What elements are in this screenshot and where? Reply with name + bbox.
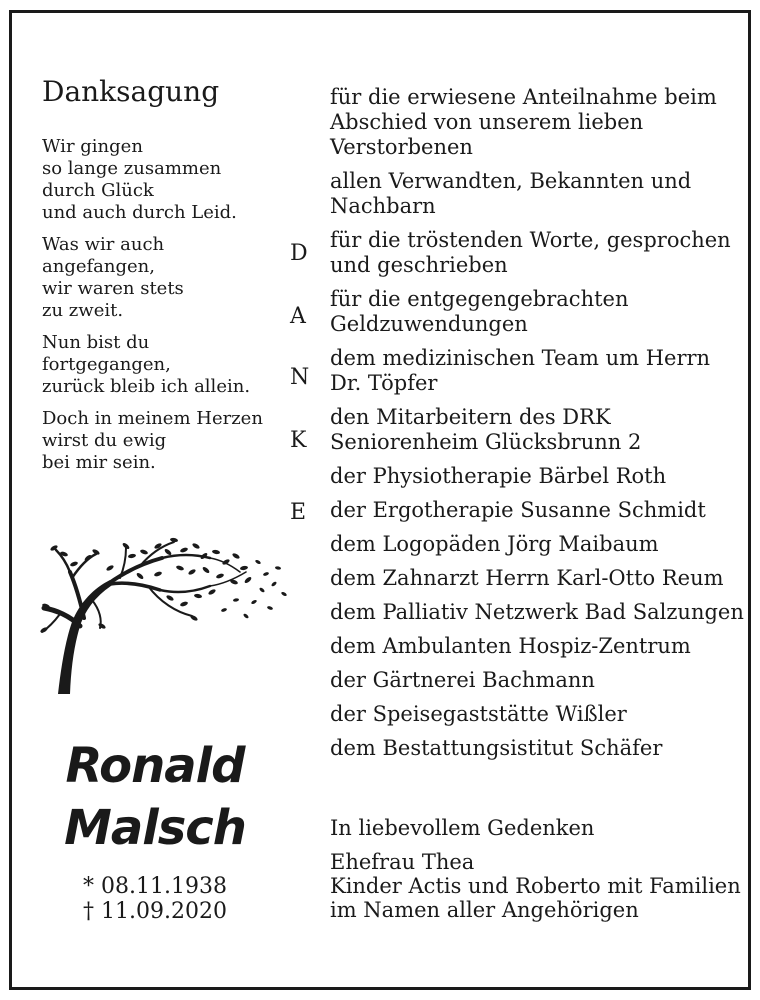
thanks-line: den Mitarbeitern des DRK <box>330 405 611 429</box>
closing-intro: In liebevollem Gedenken <box>330 816 595 840</box>
thanks-item <box>330 228 740 278</box>
deceased-first-name: Ronald <box>65 738 245 794</box>
thanks-line: Seniorenheim Glücksbrunn 2 <box>330 430 642 454</box>
thanks-line: Abschied von unserem lieben <box>330 110 644 134</box>
thanks-line: für die erwiesene Anteilnahme beim <box>330 85 717 109</box>
thanks-line: Dr. Töpfer <box>330 371 438 395</box>
thanks-line: Verstorbenen <box>330 135 473 159</box>
thanks-item <box>330 634 740 659</box>
dank-letter: D <box>290 241 308 266</box>
thanks-item <box>330 498 740 523</box>
poem <box>42 136 282 484</box>
poem-line: Doch in meinem Herzen <box>42 408 263 429</box>
poem-line: Nun bist du <box>42 332 150 353</box>
poem-line: Wir gingen <box>42 136 143 157</box>
thanks-item <box>330 464 740 489</box>
closing-line: Ehefrau Thea <box>330 850 475 874</box>
poem-line: wir waren stets <box>42 278 184 299</box>
thanks-line: und geschrieben <box>330 253 508 277</box>
thanks-item <box>330 668 740 693</box>
thanks-line: dem Ambulanten Hospiz-Zentrum <box>330 634 691 658</box>
thanks-line: dem Palliativ Netzwerk Bad Salzungen <box>330 600 744 624</box>
thanks-item <box>330 532 740 557</box>
thanks-item <box>330 566 740 591</box>
birth-date: * 08.11.1938 <box>83 874 227 899</box>
thanks-line: der Physiotherapie Bärbel Roth <box>330 464 667 488</box>
dank-letter: A <box>290 304 306 329</box>
poem-stanza <box>42 408 282 474</box>
thanks-line: für die entgegengebrachten <box>330 287 629 311</box>
death-date: † 11.09.2020 <box>83 899 227 924</box>
thanks-item <box>330 600 744 625</box>
deceased-last-name: Malsch <box>64 800 246 856</box>
poem-stanza <box>42 136 282 224</box>
poem-line: bei mir sein. <box>42 452 156 473</box>
closing-block <box>330 816 740 922</box>
thanks-line: dem medizinischen Team um Herrn <box>330 346 711 370</box>
dank-letter: E <box>290 500 307 525</box>
poem-line: und auch durch Leid. <box>42 202 237 223</box>
thanks-line: der Gärtnerei Bachmann <box>330 668 595 692</box>
dank-letter: K <box>290 428 307 453</box>
thanks-item <box>330 405 740 455</box>
thanks-line: für die tröstenden Worte, gesprochen <box>330 228 731 252</box>
thanks-item <box>330 346 740 396</box>
dank-letter: N <box>290 365 310 390</box>
thanks-item <box>330 287 740 337</box>
thanks-item <box>330 85 740 160</box>
windblown-tree-icon <box>40 528 290 698</box>
poem-line: zurück bleib ich allein. <box>42 376 251 397</box>
thanks-item <box>330 736 740 761</box>
thanks-line: der Speisegaststätte Wißler <box>330 702 627 726</box>
thanks-item <box>330 169 740 219</box>
poem-line: durch Glück <box>42 180 154 201</box>
poem-line: so lange zusammen <box>42 158 222 179</box>
poem-stanza <box>42 234 282 322</box>
poem-stanza <box>42 332 282 398</box>
thanks-line: Nachbarn <box>330 194 436 218</box>
closing-line: im Namen aller Angehörigen <box>330 898 639 922</box>
thanks-line: allen Verwandten, Bekannten und <box>330 169 692 193</box>
thanks-line: dem Zahnarzt Herrn Karl-Otto Reum <box>330 566 724 590</box>
closing-line: Kinder Actis und Roberto mit Familien <box>330 874 741 898</box>
heading: Danksagung <box>42 75 220 108</box>
thanks-line: dem Logopäden Jörg Maibaum <box>330 532 659 556</box>
poem-line: Was wir auch <box>42 234 165 255</box>
thanks-line: Geldzuwendungen <box>330 312 528 336</box>
thanks-item <box>330 702 740 727</box>
thanks-line: dem Bestattungsistitut Schäfer <box>330 736 663 760</box>
thanks-list <box>330 85 744 770</box>
thanks-line: der Ergotherapie Susanne Schmidt <box>330 498 706 522</box>
poem-line: angefangen, <box>42 256 155 277</box>
poem-line: fortgegangen, <box>42 354 171 375</box>
poem-line: wirst du ewig <box>42 430 167 451</box>
poem-line: zu zweit. <box>42 300 124 321</box>
